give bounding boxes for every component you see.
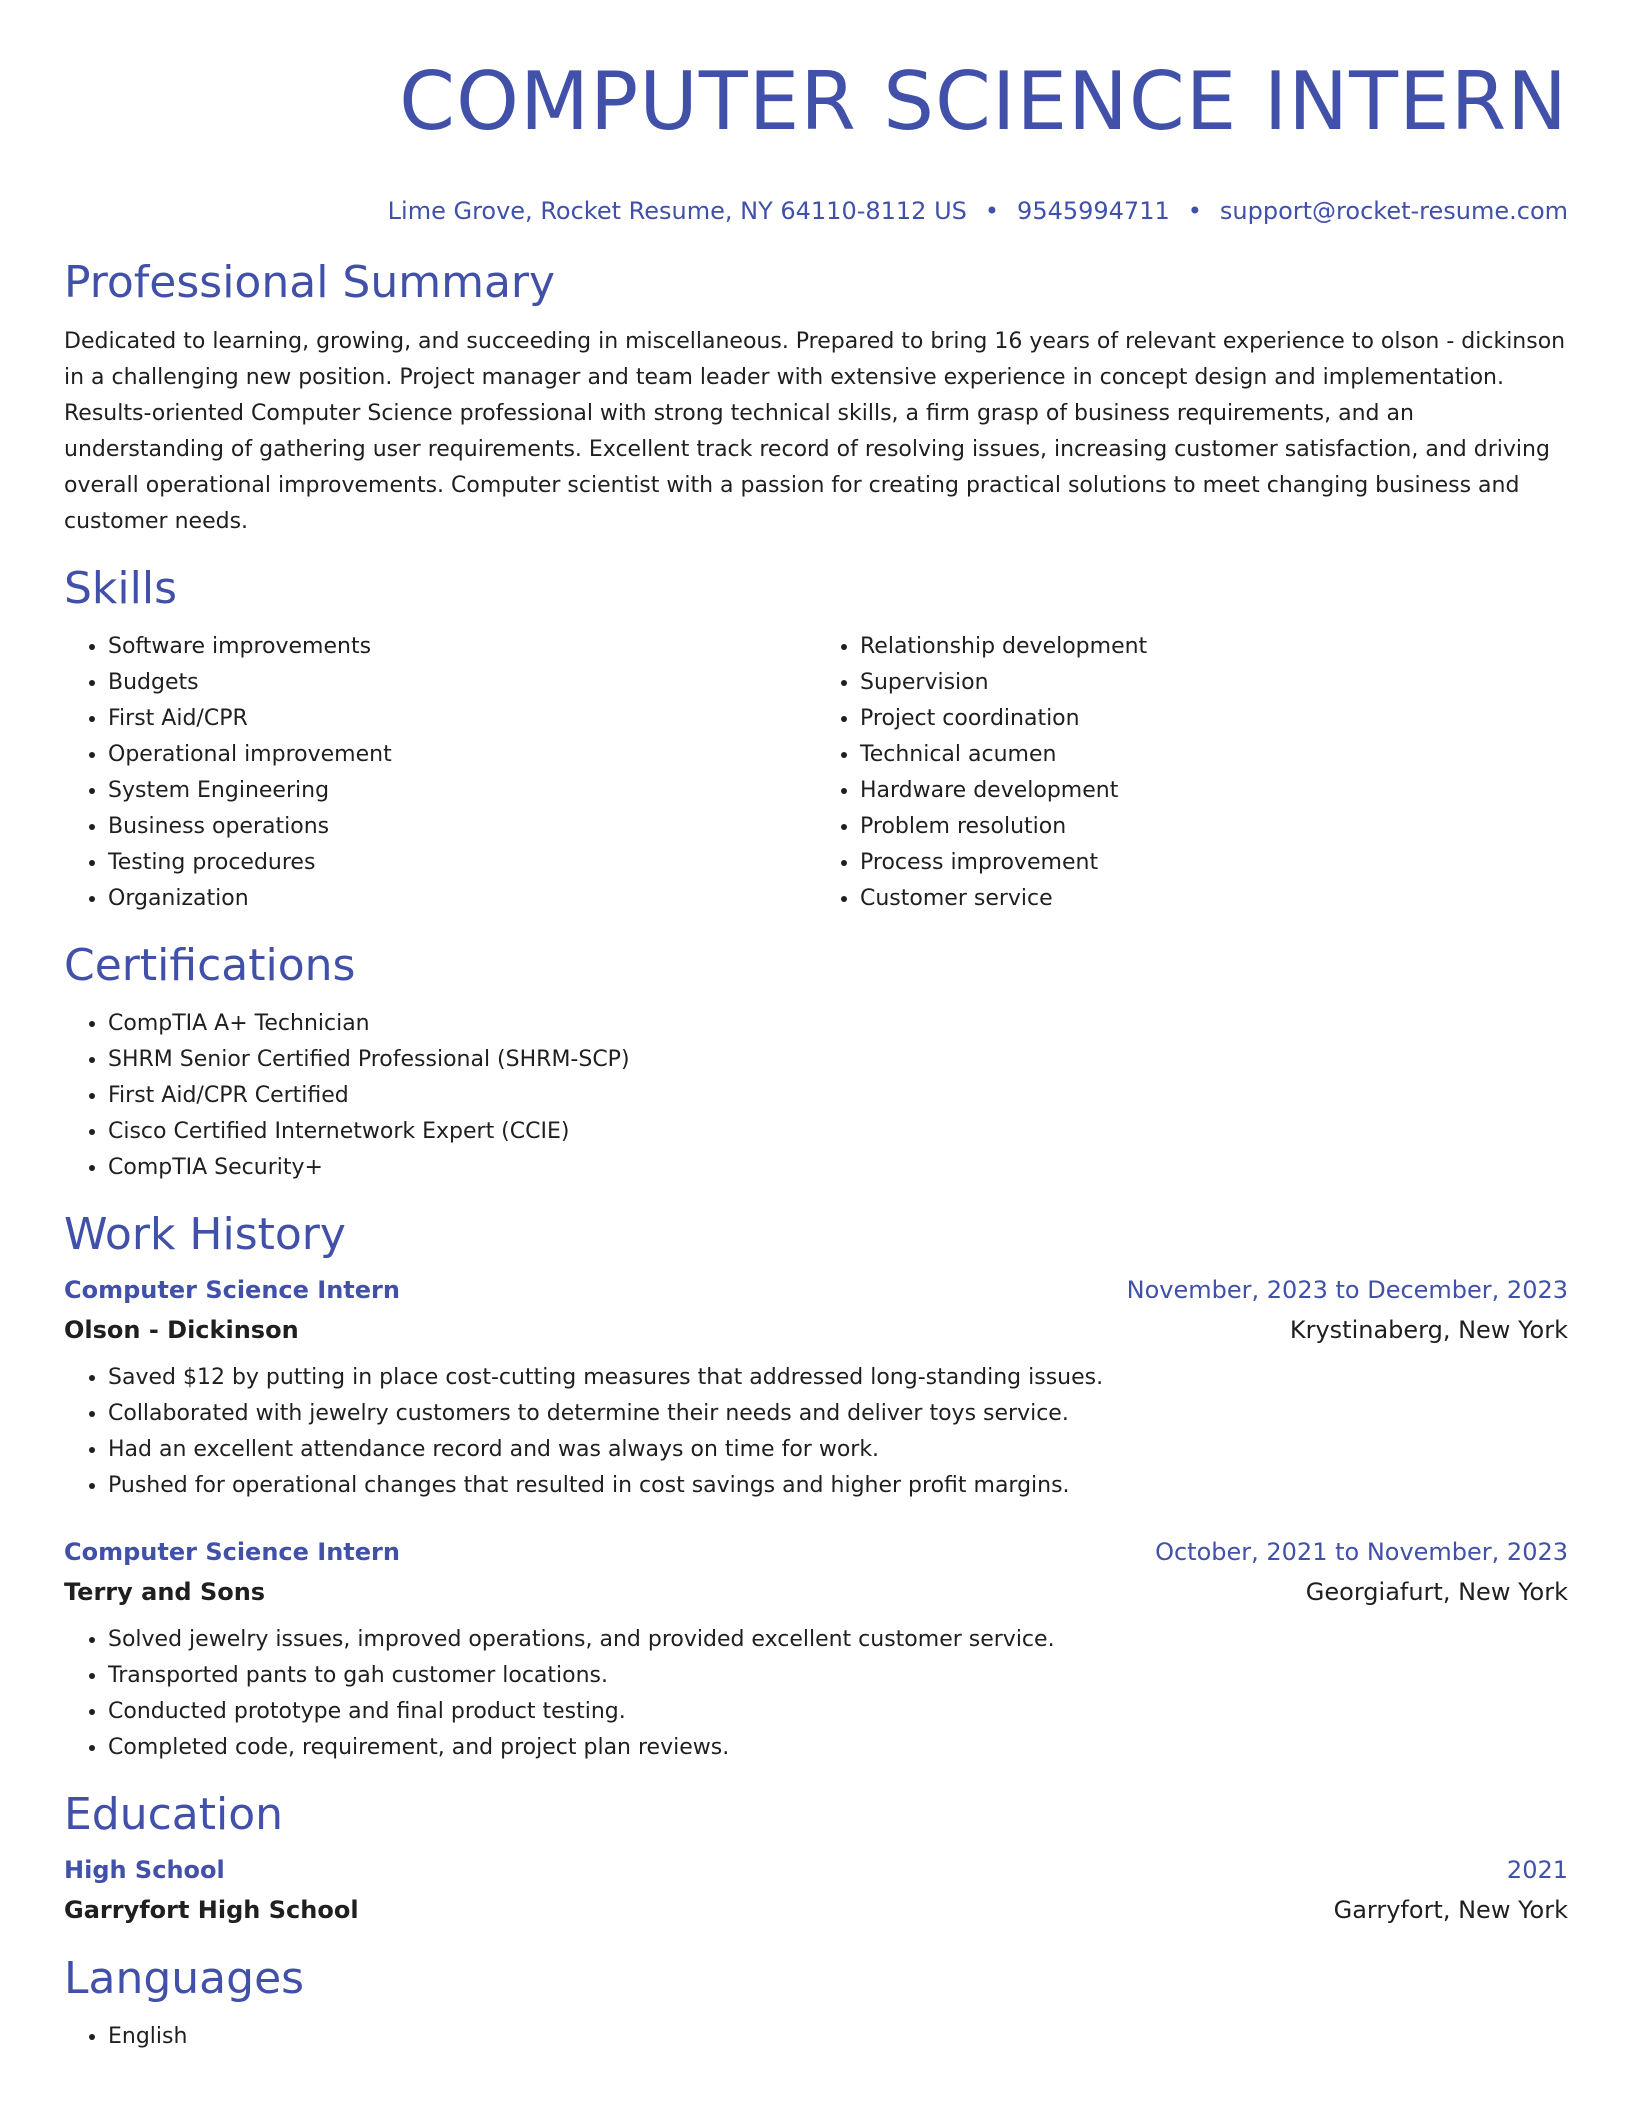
education-year: 2021 <box>1506 1856 1568 1884</box>
list-item: • Project coordination <box>860 701 1568 737</box>
list-item: • Business operations <box>108 809 816 845</box>
contact-separator: • <box>984 197 1000 225</box>
certifications-heading: Certifications <box>64 940 356 991</box>
job-bullets <box>64 1360 1568 1504</box>
list-item: • Customer service <box>860 881 1568 917</box>
job-company: Olson - Dickinson <box>64 1316 299 1344</box>
education-heading: Education <box>64 1789 284 1840</box>
list-item: • Operational improvement <box>108 737 816 773</box>
contact-email[interactable]: support@rocket-resume.com <box>1219 197 1568 225</box>
list-item: • Technical acumen <box>860 737 1568 773</box>
list-item: • CompTIA Security+ <box>108 1150 1568 1186</box>
contact-line <box>64 196 1568 226</box>
job-company-row <box>64 1572 1568 1612</box>
list-item: • Software improvements <box>108 629 816 665</box>
list-item: • Conducted prototype and final product testing. <box>108 1694 1568 1730</box>
list-item: • Hardware development <box>860 773 1568 809</box>
list-item: • Transported pants to gah customer locations. <box>108 1658 1568 1694</box>
list-item: • Problem resolution <box>860 809 1568 845</box>
education-degree: High School <box>64 1856 225 1884</box>
list-item: • Process improvement <box>860 845 1568 881</box>
education-school: Garryfort High School <box>64 1896 359 1924</box>
summary-text: Dedicated to learning, growing, and succeeding in miscellaneous. Prepared to bring 16 years of relevant experience to olson - dickinson in a challenging new position. Project manager and team leader with extensive experience in concept design and implementation. Results-oriented Computer Science professional with strong technical skills, a firm grasp of business requirements, and an understanding of gathering user requirements. Excellent track record of resolving issues, increasing customer satisfaction, and driving overall operational improvements. Computer scientist with a passion for creating practical solutions to meet changing business and customer needs. <box>64 329 1566 534</box>
education-location: Garryfort, New York <box>1333 1896 1568 1924</box>
list-item: • Had an excellent attendance record and was always on time for work. <box>108 1432 1568 1468</box>
skills-right-list <box>816 629 1568 917</box>
resume-title: COMPUTER SCIENCE INTERN <box>399 55 1568 148</box>
education-entry <box>64 1850 1568 1930</box>
list-item: • Completed code, requirement, and project plan reviews. <box>108 1730 1568 1766</box>
list-item: • Testing procedures <box>108 845 816 881</box>
certifications-list <box>64 1006 1568 1186</box>
job-entry <box>64 1270 1568 1504</box>
job-title: Computer Science Intern <box>64 1276 400 1304</box>
job-entry <box>64 1532 1568 1766</box>
job-title-row <box>64 1532 1568 1572</box>
education-degree-row <box>64 1850 1568 1890</box>
list-item: • Solved jewelry issues, improved operations, and provided excellent customer service. <box>108 1622 1568 1658</box>
summary-heading: Professional Summary <box>64 257 556 308</box>
list-item: • SHRM Senior Certified Professional (SHRM-SCP) <box>108 1042 1568 1078</box>
list-item: • Organization <box>108 881 816 917</box>
list-item: • Budgets <box>108 665 816 701</box>
job-title-row <box>64 1270 1568 1310</box>
job-location: Krystinaberg, New York <box>1289 1316 1568 1344</box>
list-item: • Saved $12 by putting in place cost-cutting measures that addressed long-standing issues. <box>108 1360 1568 1396</box>
job-company: Terry and Sons <box>64 1578 266 1606</box>
job-location: Georgiafurt, New York <box>1305 1578 1568 1606</box>
list-item: • Collaborated with jewelry customers to determine their needs and deliver toys service. <box>108 1396 1568 1432</box>
job-title: Computer Science Intern <box>64 1538 400 1566</box>
job-bullets <box>64 1622 1568 1766</box>
skills-grid <box>64 629 1568 917</box>
skills-heading: Skills <box>64 563 178 614</box>
job-dates: November, 2023 to December, 2023 <box>1126 1276 1568 1304</box>
list-item: • Relationship development <box>860 629 1568 665</box>
education-school-row <box>64 1890 1568 1930</box>
contact-address: Lime Grove, Rocket Resume, NY 64110-8112 US <box>387 197 967 225</box>
list-item: • First Aid/CPR <box>108 701 816 737</box>
languages-heading: Languages <box>64 1953 305 2004</box>
languages-list <box>64 2019 1568 2055</box>
list-item: • English <box>108 2019 1568 2055</box>
contact-phone: 9545994711 <box>1017 197 1170 225</box>
contact-separator: • <box>1187 197 1202 225</box>
skills-left-list <box>64 629 816 917</box>
list-item: • System Engineering <box>108 773 816 809</box>
job-company-row <box>64 1310 1568 1350</box>
job-dates: October, 2021 to November, 2023 <box>1155 1538 1568 1566</box>
list-item: • Pushed for operational changes that resulted in cost savings and higher profit margins. <box>108 1468 1568 1504</box>
list-item: • Cisco Certified Internetwork Expert (CCIE) <box>108 1114 1568 1150</box>
list-item: • First Aid/CPR Certified <box>108 1078 1568 1114</box>
work-history-heading: Work History <box>64 1209 346 1260</box>
list-item: • Supervision <box>860 665 1568 701</box>
list-item: • CompTIA A+ Technician <box>108 1006 1568 1042</box>
